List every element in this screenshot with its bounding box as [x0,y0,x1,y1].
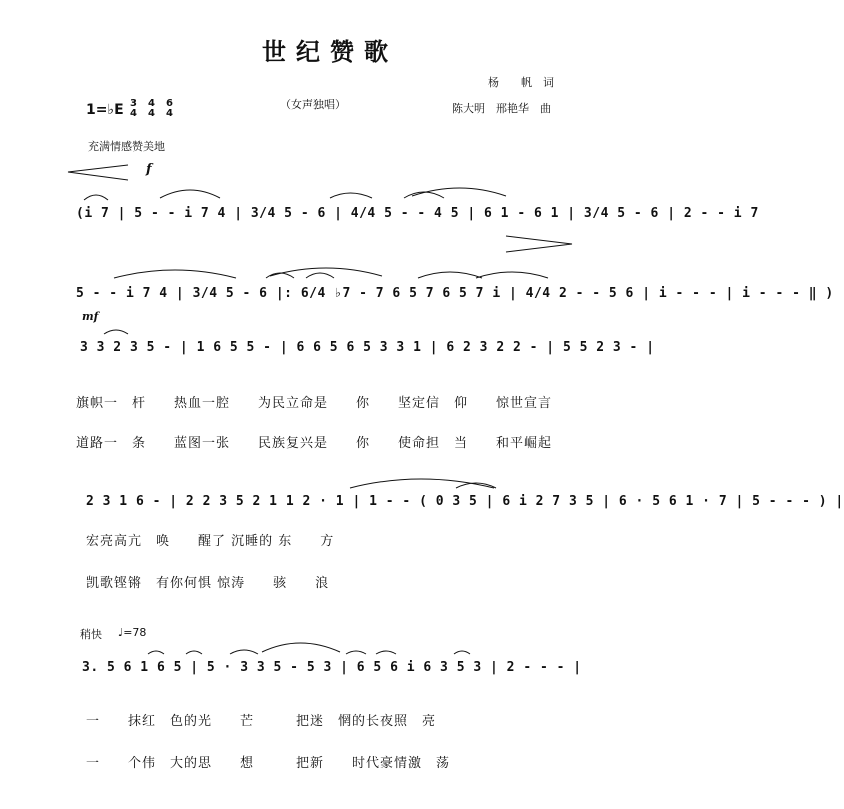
crescendo-hairpin [506,236,572,252]
time-signature-4-4: 4 4 [148,98,155,119]
slur [160,190,220,198]
slur [330,193,372,198]
key-signature: 1=♭E [86,102,124,118]
slur [104,330,128,334]
time-signature-3-4: 3 4 [130,98,137,119]
lyrics-verse1-line2: 宏亮高亢 唤 醒了 沉睡的 东 方 [86,534,335,549]
slur [148,651,164,654]
slur [306,273,334,278]
slur [454,651,470,654]
score-line-5: 3. 5 6 1 6 5 | 5 · 3 3 5 - 5 3 | 6 5 6 i 6 3 5 3 | 2 - - - | [82,660,582,675]
tempo-bpm: ♩=78 [118,626,147,639]
slur [186,651,202,654]
slur [376,651,396,654]
decrescendo-hairpin [68,165,128,180]
score-line-4: 2 3 1 6 - | 2 2 3 5 2 1 1 2 · 1 | 1 - - ( 0 3 5 | 6 i 2 7 3 5 | 6 · 5 6 1 · 7 | 5 - - - ) | [86,494,844,509]
lyricist-credit: 杨 帆 词 [488,76,554,89]
score-line-1: (i 7 | 5 - - i 7 4 | 3/4 5 - 6 | 4/4 5 - - 4 5 | 6 1 - 6 1 | 3/4 5 - 6 | 2 - - i 7 [76,206,759,221]
slur [476,272,548,278]
lyrics-verse2-line3: 一 个伟 大的思 想 把新 时代豪情激 荡 [86,756,451,771]
time-signature-6-4: 6 4 [166,98,173,119]
forte-dynamic: f [146,162,152,177]
slur [412,188,506,196]
performance-subtitle: （女声独唱） [280,98,346,111]
lyrics-verse2-line2: 凯歌铿锵 有你何惧 惊涛 骇 浪 [86,576,330,591]
slur [262,643,340,652]
song-title: 世纪赞歌 [262,38,398,66]
expression-marking: 充满情感赞美地 [88,140,165,153]
slur [84,195,108,200]
slur [418,272,482,278]
slur [114,270,236,278]
slur [270,268,382,276]
mezzo-forte-dynamic: mf [82,310,99,323]
score-line-3: 3 3 2 3 5 - | 1 6 5 5 - | 6 6 5 6 5 3 3 1 | 6 2 3 2 2 - | 5 5 2 3 - | [80,340,655,355]
lyrics-verse1-line1: 旗帜一 杆 热血一腔 为民立命是 你 坚定信 仰 惊世宣言 [76,396,553,411]
lyrics-verse2-line1: 道路一 条 蓝图一张 民族复兴是 你 使命担 当 和平崛起 [76,436,553,451]
composer-credit: 陈大明 邢艳华 曲 [452,102,551,115]
slur [346,651,366,654]
score-line-2: 5 - - i 7 4 | 3/4 5 - 6 |: 6/4 ♭7 - 7 6 5 7 6 5 7 i | 4/4 2 - - 5 6 | i - - - | i - - - ‖ ) [76,286,834,301]
tempo-term: 稍快 [80,628,102,641]
lyrics-verse1-line3: 一 抹红 色的光 芒 把迷 惘的长夜照 亮 [86,714,437,729]
slur [230,650,258,654]
